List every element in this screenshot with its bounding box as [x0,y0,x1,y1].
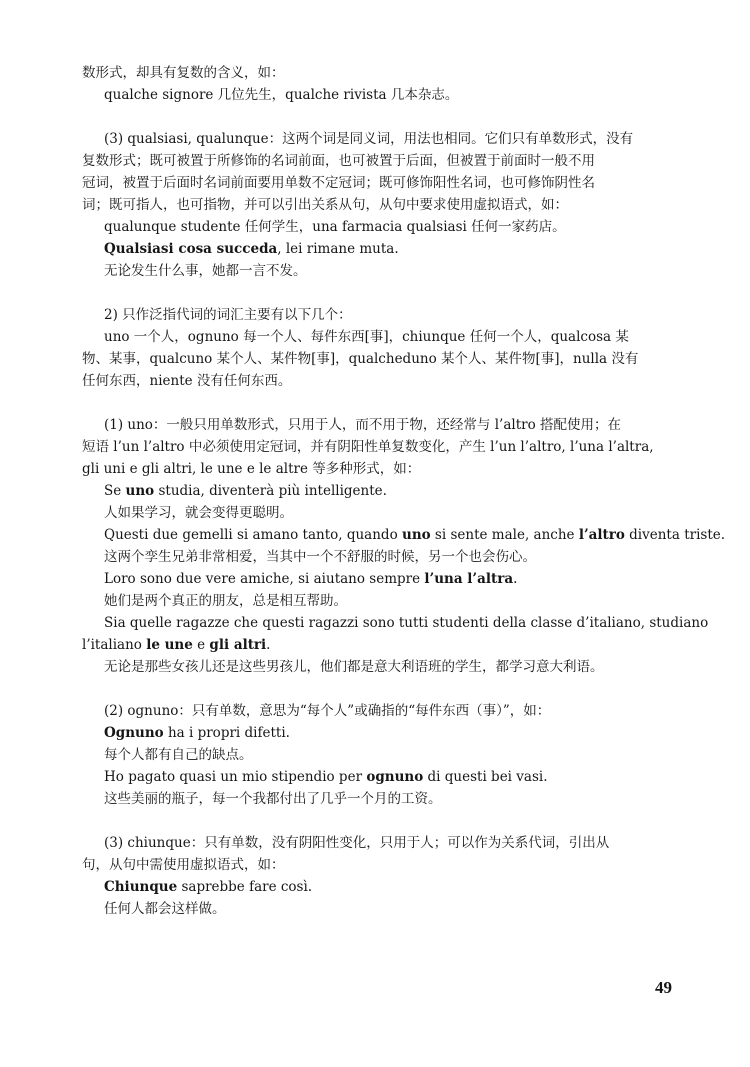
bold-text: ognuno [366,769,424,785]
text-line [82,744,682,766]
text-segment: si sente male, anche [430,527,579,543]
text-segment: 这些美丽的瓶子，每一个我都付出了几乎一个月的工资。 [104,791,442,807]
text-line [82,436,682,458]
text-segment: saprebbe fare così. [177,879,313,895]
text-line [82,700,682,722]
text-line [82,832,682,854]
text-segment: Sia quelle ragazze che questi ragazzi sono tutti studenti della classe d’italiano, studiano [104,615,709,631]
text-line [82,326,682,348]
text-segment: 人如果学习，就会变得更聪明。 [104,505,293,521]
bold-text: l’altro [578,527,625,543]
text-segment: . [266,637,271,653]
bold-text: Ognuno [104,725,164,741]
text-line [82,238,682,260]
text-segment: 她们是两个真正的朋友，总是相互帮助。 [104,593,347,609]
paragraph-gap [82,282,682,304]
text-segment: e [192,637,210,653]
text-segment: . [513,571,518,587]
text-line [82,568,682,590]
text-segment: 冠词，被置于后面时名词前面要用单数不定冠词；既可修饰阳性名词，也可修饰阴性名 [82,175,595,191]
text-line [82,876,682,898]
page-number: 49 [655,978,672,997]
bold-text: gli altri [209,637,267,653]
text-line [82,216,682,238]
text-line [82,766,682,788]
text-segment: Questi due gemelli si amano tanto, quando [104,527,402,543]
text-segment: 每个人都有自己的缺点。 [104,747,253,763]
text-line [82,788,682,810]
text-segment: 无论发生什么事，她都一言不发。 [104,263,307,279]
text-segment: qualche signore 几位先生，qualche rivista 几本杂志。 [104,87,459,103]
text-segment: diventa triste. [624,527,726,543]
text-line [82,150,682,172]
text-line [82,194,682,216]
text-line [82,304,682,326]
text-segment: 无论是那些女孩儿还是这些男孩儿，他们都是意大利语班的学生，都学习意大利语。 [104,659,604,675]
bold-text: uno [125,483,155,499]
text-line [82,370,682,392]
text-segment: 物、某事，qualcuno 某个人、某件物[事]，qualcheduno 某个人、某件物[事]，nulla 没有 [82,351,639,367]
text-segment: 词；既可指人，也可指物，并可以引出关系从句，从句中要求使用虚拟语式，如： [82,197,568,213]
text-segment: studia, diventerà più intelligente. [154,483,387,499]
text-line [82,656,682,678]
paragraph-gap [82,810,682,832]
paragraph-gap [82,392,682,414]
text-segment: 任何东西，niente 没有任何东西。 [82,373,292,389]
text-segment: di questi bei vasi. [423,769,548,785]
bold-text: Chiunque [104,879,178,895]
text-segment: 2) 只作泛指代词的词汇主要有以下几个： [104,307,352,323]
text-segment: (2) ognuno：只有单数，意思为“每个人”或确指的“每件东西（事）”，如： [104,703,551,719]
text-segment: 复数形式；既可被置于所修饰的名词前面，也可被置于后面，但被置于前面时一般不用 [82,153,595,169]
text-line [82,612,709,634]
text-line [82,502,682,524]
text-segment: 数形式，却具有复数的含义，如： [82,65,285,81]
text-line [82,84,682,106]
text-segment: 短语 l’un l’altro 中必须使用定冠词，并有阴阳性单复数变化，产生 l’un l’altro, l’una l’altra, [82,439,654,455]
text-line [82,546,682,568]
text-segment: gli uni e gli altri, le une e le altre 等多种形式，如： [82,461,421,477]
text-line [82,722,682,744]
text-line [82,480,682,502]
text-line [82,634,682,656]
text-line [82,260,682,282]
text-line [82,524,726,546]
text-line [82,590,682,612]
text-line [82,172,682,194]
text-segment: Ho pagato quasi un mio stipendio per [104,769,367,785]
paragraph-gap [82,106,682,128]
text-segment: (1) uno：一般只用单数形式，只用于人，而不用于物，还经常与 l’altro 搭配使用；在 [104,417,621,433]
text-line [82,128,682,150]
bold-text: l’una l’altra [424,571,514,587]
text-segment: uno 一个人，ognuno 每一个人、每件东西[事]，chiunque 任何一个人，qualcosa 某 [104,329,629,345]
text-line [82,62,682,84]
text-segment: (3) qualsiasi, qualunque：这两个词是同义词，用法也相同。它们只有单数形式，没有 [104,131,634,147]
text-segment: l’italiano [82,637,147,653]
bold-text: uno [402,527,431,543]
text-segment: (3) chiunque：只有单数，没有阴阳性变化，只用于人；可以作为关系代词，引出从 [104,835,610,851]
text-segment: Se [104,483,126,499]
text-line [82,458,682,480]
text-segment: 这两个孪生兄弟非常相爱，当其中一个不舒服的时候，另一个也会伤心。 [104,549,536,565]
text-line [82,414,682,436]
paragraph-gap [82,678,682,700]
text-line [82,854,682,876]
text-segment: qualunque studente 任何学生，una farmacia qualsiasi 任何一家药店。 [104,219,566,235]
page-body [82,62,726,920]
text-segment: , lei rimane muta. [277,241,399,257]
text-segment: 句，从句中需使用虚拟语式，如： [82,857,285,873]
text-segment: Loro sono due vere amiche, si aiutano sempre [104,571,425,587]
text-line [82,348,682,370]
bold-text: Qualsiasi cosa succeda [104,241,278,257]
text-segment: ha i propri difetti. [163,725,290,741]
bold-text: le une [146,637,193,653]
text-line [82,898,682,920]
text-segment: 任何人都会这样做。 [104,901,226,917]
